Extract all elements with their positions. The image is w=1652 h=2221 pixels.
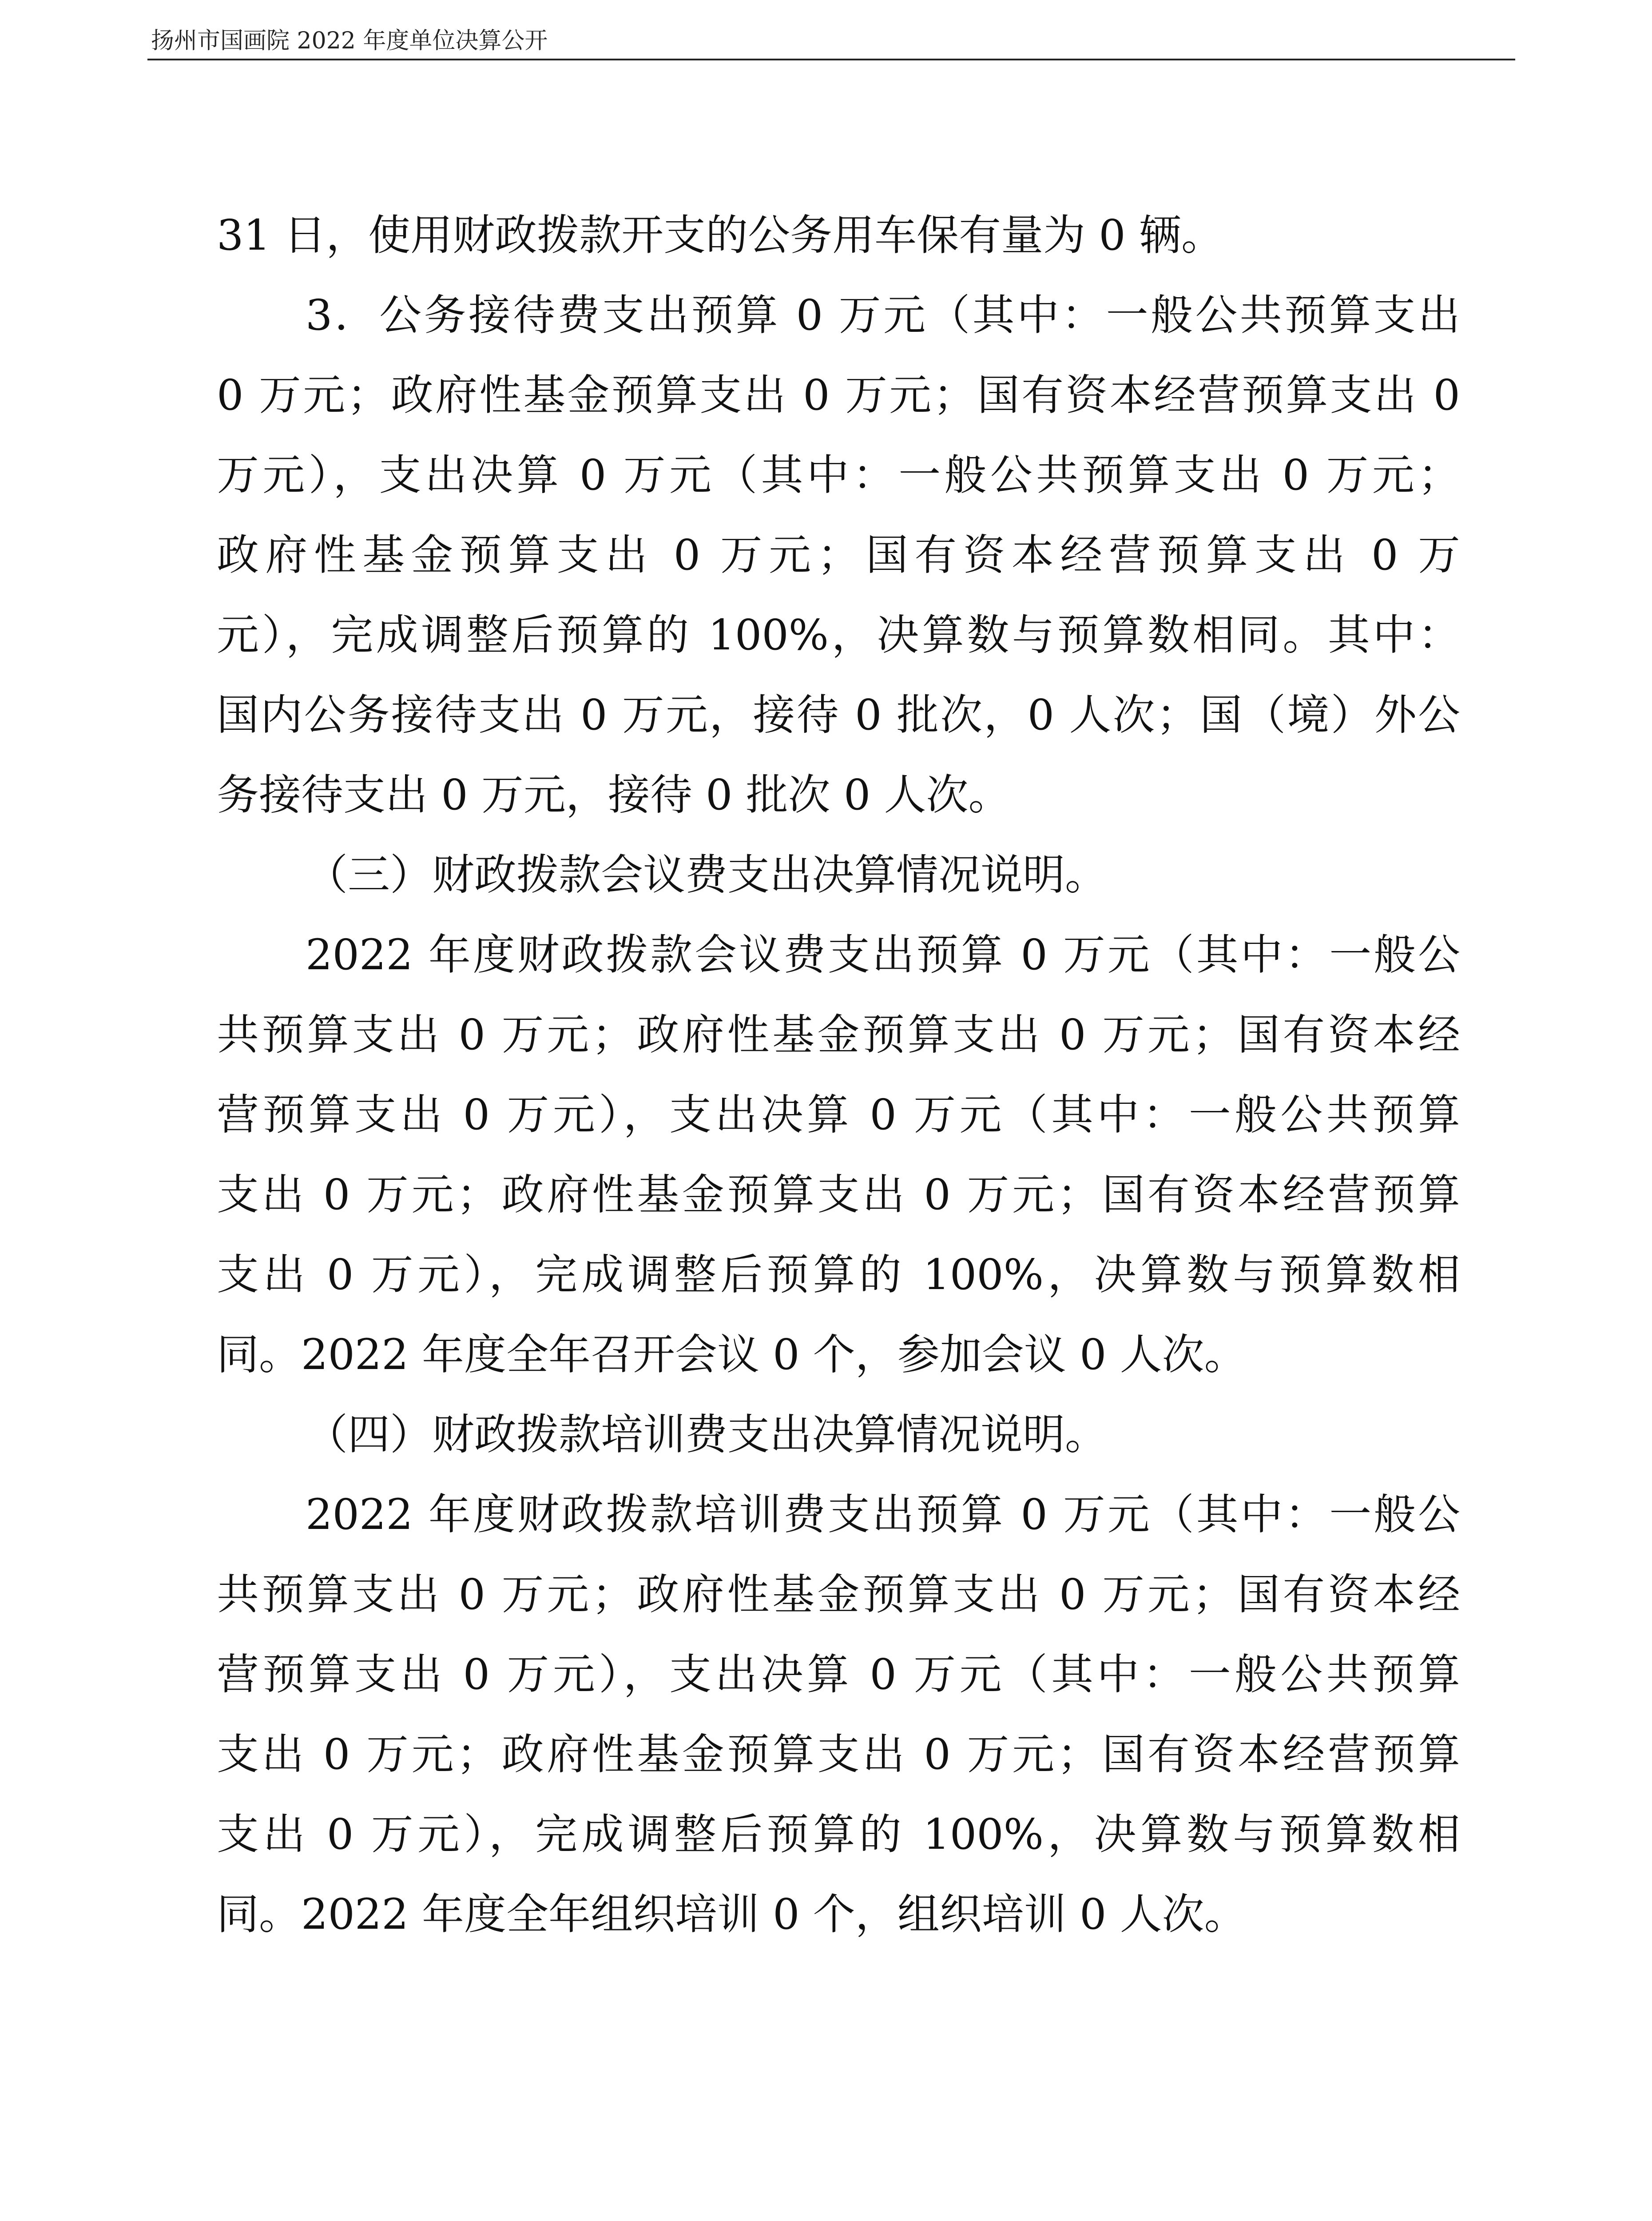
text-line: 0 万元；政府性基金预算支出 0 万元；国有资本经营预算支出 0 <box>217 371 1460 420</box>
text-line: 同。2022 年度全年组织培训 0 个，组织培训 0 人次。 <box>217 1890 1247 1939</box>
text-line: 31 日，使用财政拨款开支的公务用车保有量为 0 辆。 <box>217 211 1223 260</box>
text-line: 营预算支出 0 万元），支出决算 0 万元（其中：一般公共预算 <box>217 1650 1460 1699</box>
text-line: 同。2022 年度全年召开会议 0 个，参加会议 0 人次。 <box>217 1330 1247 1379</box>
text-line: 2022 年度财政拨款会议费支出预算 0 万元（其中：一般公 <box>306 931 1460 979</box>
text-line: 支出 0 万元；政府性基金预算支出 0 万元；国有资本经营预算 <box>217 1730 1460 1779</box>
text-line: 共预算支出 0 万元；政府性基金预算支出 0 万元；国有资本经 <box>217 1011 1460 1059</box>
text-line: 务接待支出 0 万元，接待 0 批次 0 人次。 <box>217 771 1011 820</box>
document-body <box>217 195 1460 1954</box>
text-line: 万元），支出决算 0 万元（其中：一般公共预算支出 0 万元； <box>217 451 1460 500</box>
text-line: 共预算支出 0 万元；政府性基金预算支出 0 万元；国有资本经 <box>217 1570 1460 1619</box>
section-heading: （三）财政拨款会议费支出决算情况说明。 <box>306 851 1108 900</box>
section-heading: （四）财政拨款培训费支出决算情况说明。 <box>306 1410 1108 1459</box>
text-line: 支出 0 万元；政府性基金预算支出 0 万元；国有资本经营预算 <box>217 1170 1460 1219</box>
text-line: 支出 0 万元），完成调整后预算的 100%，决算数与预算数相 <box>217 1250 1460 1299</box>
header-title: 扬州市国画院 2022 年度单位决算公开 <box>151 28 548 54</box>
text-line: 国内公务接待支出 0 万元，接待 0 批次，0 人次；国（境）外公 <box>217 691 1460 740</box>
text-line: 政府性基金预算支出 0 万元；国有资本经营预算支出 0 万 <box>217 531 1460 580</box>
page-header <box>147 18 1515 60</box>
text-line: 2022 年度财政拨款培训费支出预算 0 万元（其中：一般公 <box>306 1490 1460 1539</box>
text-line: 元），完成调整后预算的 100%，决算数与预算数相同。其中： <box>217 611 1460 660</box>
text-line: 营预算支出 0 万元），支出决算 0 万元（其中：一般公共预算 <box>217 1091 1460 1139</box>
text-line: 3．公务接待费支出预算 0 万元（其中：一般公共预算支出 <box>306 291 1460 340</box>
text-line: 支出 0 万元），完成调整后预算的 100%，决算数与预算数相 <box>217 1810 1460 1859</box>
